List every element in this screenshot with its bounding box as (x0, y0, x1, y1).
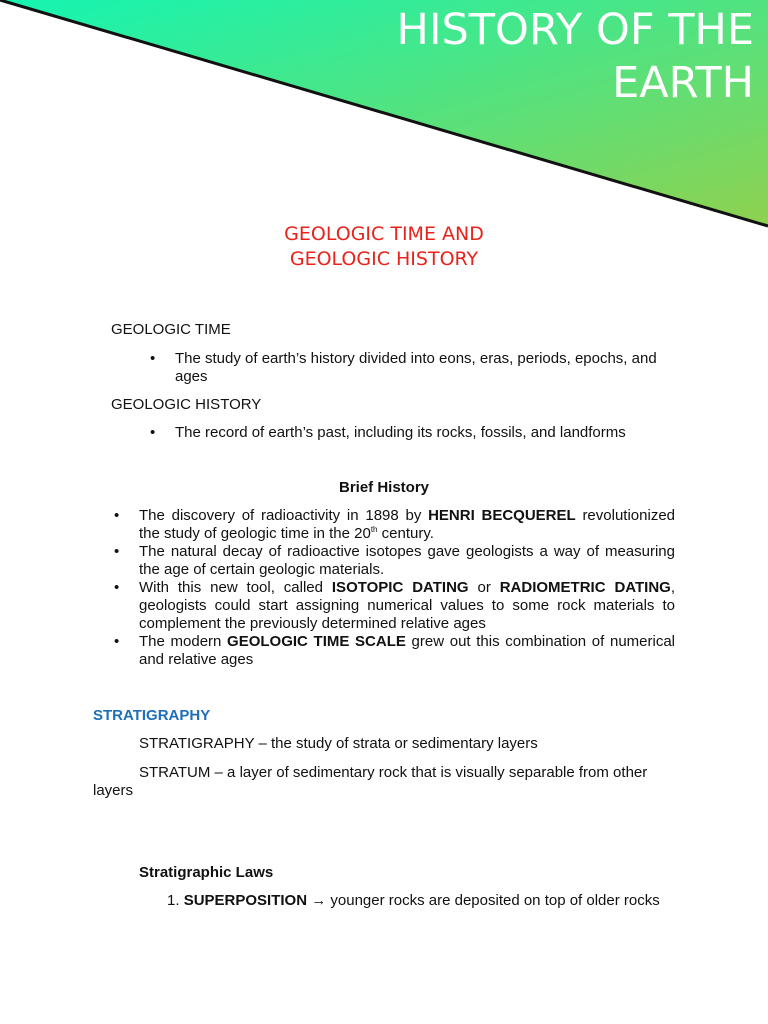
list-item (150, 350, 675, 386)
term-radiometric-dating: RADIOMETRIC DATING (499, 579, 671, 596)
brief-history-list (114, 507, 675, 669)
list-item: • The natural decay of radioactive isotopes gave geologists a way of measuring the age of certain geologic materials. (114, 543, 675, 578)
document-title (334, 4, 754, 110)
term-geologic-time-list (150, 350, 675, 386)
term-geologic-history: GEOLOGIC HISTORY (111, 396, 262, 413)
document-title-line2: EARTH (612, 58, 754, 108)
term-geologic-time: GEOLOGIC TIME (111, 321, 231, 338)
bullet-icon: • (150, 350, 156, 367)
bullet-icon: • (114, 579, 120, 596)
list-number: 1. (167, 892, 180, 909)
stratigraphy-definition: STRATIGRAPHY – the study of strata or sedimentary layers (139, 735, 538, 752)
law-superposition (167, 892, 660, 910)
bullet-icon: • (150, 424, 156, 441)
right-arrow-icon: → (311, 892, 327, 909)
ordinal-suffix: th (370, 525, 378, 534)
term-geologic-time-definition: The study of earth’s history divided into eons, eras, periods, epochs, and ages (175, 350, 657, 385)
bullet-icon: • (114, 633, 120, 650)
stratum-definition-line1: STRATUM – a layer of sedimentary rock that is visually separable from other (139, 764, 648, 781)
list-item: • The discovery of radioactivity in 1898 by HENRI BECQUEREL revolutionized the study of geologic time in the 20th century. (114, 507, 675, 542)
section-subtitle (0, 222, 768, 272)
term-isotopic-dating: ISOTOPIC DATING (331, 579, 469, 596)
name-henri-becquerel: HENRI BECQUEREL (428, 507, 576, 524)
brief-history-heading: Brief History (338, 479, 430, 496)
term-geologic-time-scale: GEOLOGIC TIME SCALE (227, 633, 406, 650)
term-geologic-history-definition: The record of earth’s past, including its rocks, fossils, and landforms (175, 424, 626, 441)
document-title-line1: HISTORY OF THE (396, 5, 754, 55)
bullet-icon: • (114, 507, 120, 524)
stratigraphy-heading: STRATIGRAPHY (93, 707, 211, 724)
law-superposition-name: SUPERPOSITION (183, 892, 308, 909)
subtitle-line1: GEOLOGIC TIME AND (284, 223, 484, 245)
stratum-definition-line2: layers (93, 782, 134, 799)
subtitle-line2: GEOLOGIC HISTORY (289, 248, 479, 270)
law-superposition-text: younger rocks are deposited on top of older rocks (330, 892, 660, 909)
list-item: • With this new tool, called ISOTOPIC DATING or RADIOMETRIC DATING, geologists could start assigning numerical values to some rock materials to complement the previously determined relative ages (114, 579, 675, 632)
bullet-icon: • (114, 543, 120, 560)
term-geologic-history-list (150, 424, 675, 442)
list-item: • The modern GEOLOGIC TIME SCALE grew out this combination of numerical and relative ages (114, 633, 675, 668)
list-item (150, 424, 675, 442)
stratigraphic-laws-heading: Stratigraphic Laws (139, 864, 274, 881)
